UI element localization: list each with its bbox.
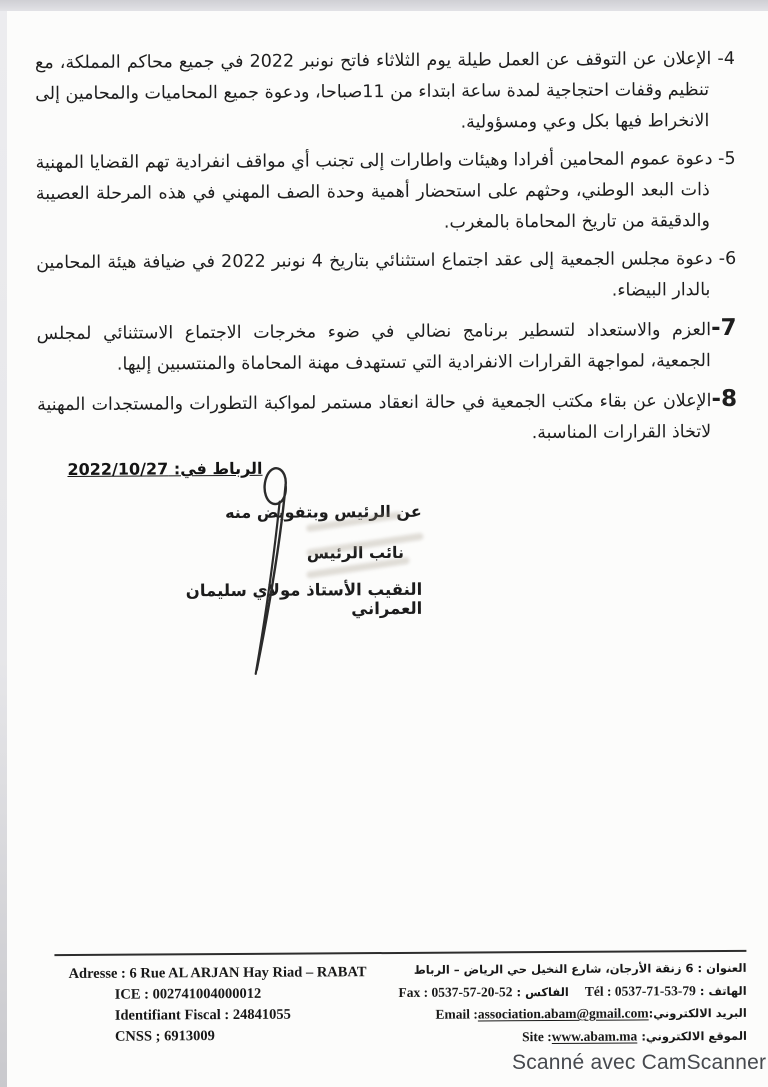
footer-address-ar: العنوان : 6 زنقة الأرجان، شارع النخيل حي الرياض – الرباط xyxy=(413,960,747,977)
email-label: البريد الالكتروني: xyxy=(648,1005,747,1021)
resolution-item-7 xyxy=(37,313,737,381)
resolution-item-8 xyxy=(37,384,737,452)
item-text: الإعلان عن بقاء مكتب الجمعية في حالة انعقاد مستمر لمواكبة التطورات والمستجدات المهنية لاتخاذ القرارات المناسبة. xyxy=(37,391,712,444)
item-text: دعوة مجلس الجمعية إلى عقد اجتماع استثنائي بتاريخ 4 نونبر 2022 في ضيافة هيئة المحامين بالدار البيضاء. xyxy=(36,249,713,301)
handwritten-signature xyxy=(235,461,316,676)
footer-ice: ICE : 002741004000012 xyxy=(114,985,262,1003)
site-prefix: Site : xyxy=(522,1028,552,1044)
footer-contact-block xyxy=(54,950,747,1045)
faint-stamp xyxy=(306,518,424,588)
phone-label: الهاتف : xyxy=(699,983,747,998)
footer-address-fr: Adresse : 6 Rue AL ARJAN Hay Riad – RABAT xyxy=(68,964,367,982)
fax-label: الفاكس : xyxy=(516,984,569,999)
signature-on-behalf: عن الرئيس وبتفويض منه xyxy=(225,501,422,523)
footer-left-column xyxy=(68,962,439,1048)
item-number: 7- xyxy=(710,314,737,342)
place-date-line: الرباط في: 2022/10/27 xyxy=(67,458,263,479)
site-label: الموقع الالكتروني: xyxy=(641,1028,747,1043)
footer-right-column xyxy=(398,958,747,1049)
scan-border-top xyxy=(0,0,768,11)
item-number: 5- xyxy=(712,148,736,170)
item-number: 4- xyxy=(711,48,736,70)
camscanner-watermark: Scanné avec CamScanner xyxy=(512,1051,767,1074)
footer-divider xyxy=(54,950,746,956)
resolution-item-4 xyxy=(35,44,736,141)
signature-name: النقيب الأستاذ مولاي سليمان العمراني xyxy=(185,579,423,619)
site-url: www.abam.ma xyxy=(551,1028,638,1044)
document-body xyxy=(35,44,747,1068)
item-text: العزم والاستعداد لتسطير برنامج نضالي في ضوء مخرجات الاجتماع الاستثنائي لمجلس الجمعية، لمواجهة القرارات الانفرادية التي تستهدف مهنة المحاماة والمنتسبين إليها. xyxy=(36,320,712,375)
item-number: 8- xyxy=(711,385,738,413)
footer-identifiant-fiscal: Identifiant Fiscal : 24841055 xyxy=(114,1006,291,1024)
footer-cnss: CNSS ; 6913009 xyxy=(114,1028,215,1045)
footer-site-line xyxy=(417,1024,747,1049)
resolution-item-5 xyxy=(36,144,737,241)
phone-value: Tél : 0537-71-53-79 xyxy=(584,982,696,999)
signature-title: نائب الرئيس xyxy=(306,542,405,563)
footer-email-line xyxy=(417,1002,747,1027)
item-text: الإعلان عن التوقف عن العمل طيلة يوم الثلاثاء فاتح نونبر 2022 في جميع محاكم المملكة، مع تنظيم وقفات احتجاجية لمدة ساعة ابتداء من 11صباحا، ودعوة جميع المحاميات والمحامين إلى الانخراط فيها بكل وعي ومسؤولية. xyxy=(34,49,712,133)
email-prefix: Email : xyxy=(435,1006,478,1022)
resolution-item-6 xyxy=(36,244,736,310)
scan-border-left xyxy=(0,11,7,1087)
footer-phone-fax-line xyxy=(398,979,747,1004)
item-text: دعوة عموم المحامين أفرادا وهيئات واطارات إلى تجنب أي مواقف انفرادية تهم القضايا المهنية ذات البعد الوطني، وحثهم على استحضار أهمية وحدة الصف المهني في هذه المرحلة العصيبة والدقيقة من تاريخ المحاماة بالمغرب. xyxy=(35,149,713,233)
email-address: association.abam@gmail.com xyxy=(477,1005,649,1022)
item-number: 6- xyxy=(712,248,737,270)
resolution-list xyxy=(35,44,737,459)
fax-value: Fax : 0537-57-20-52 xyxy=(398,983,513,1000)
